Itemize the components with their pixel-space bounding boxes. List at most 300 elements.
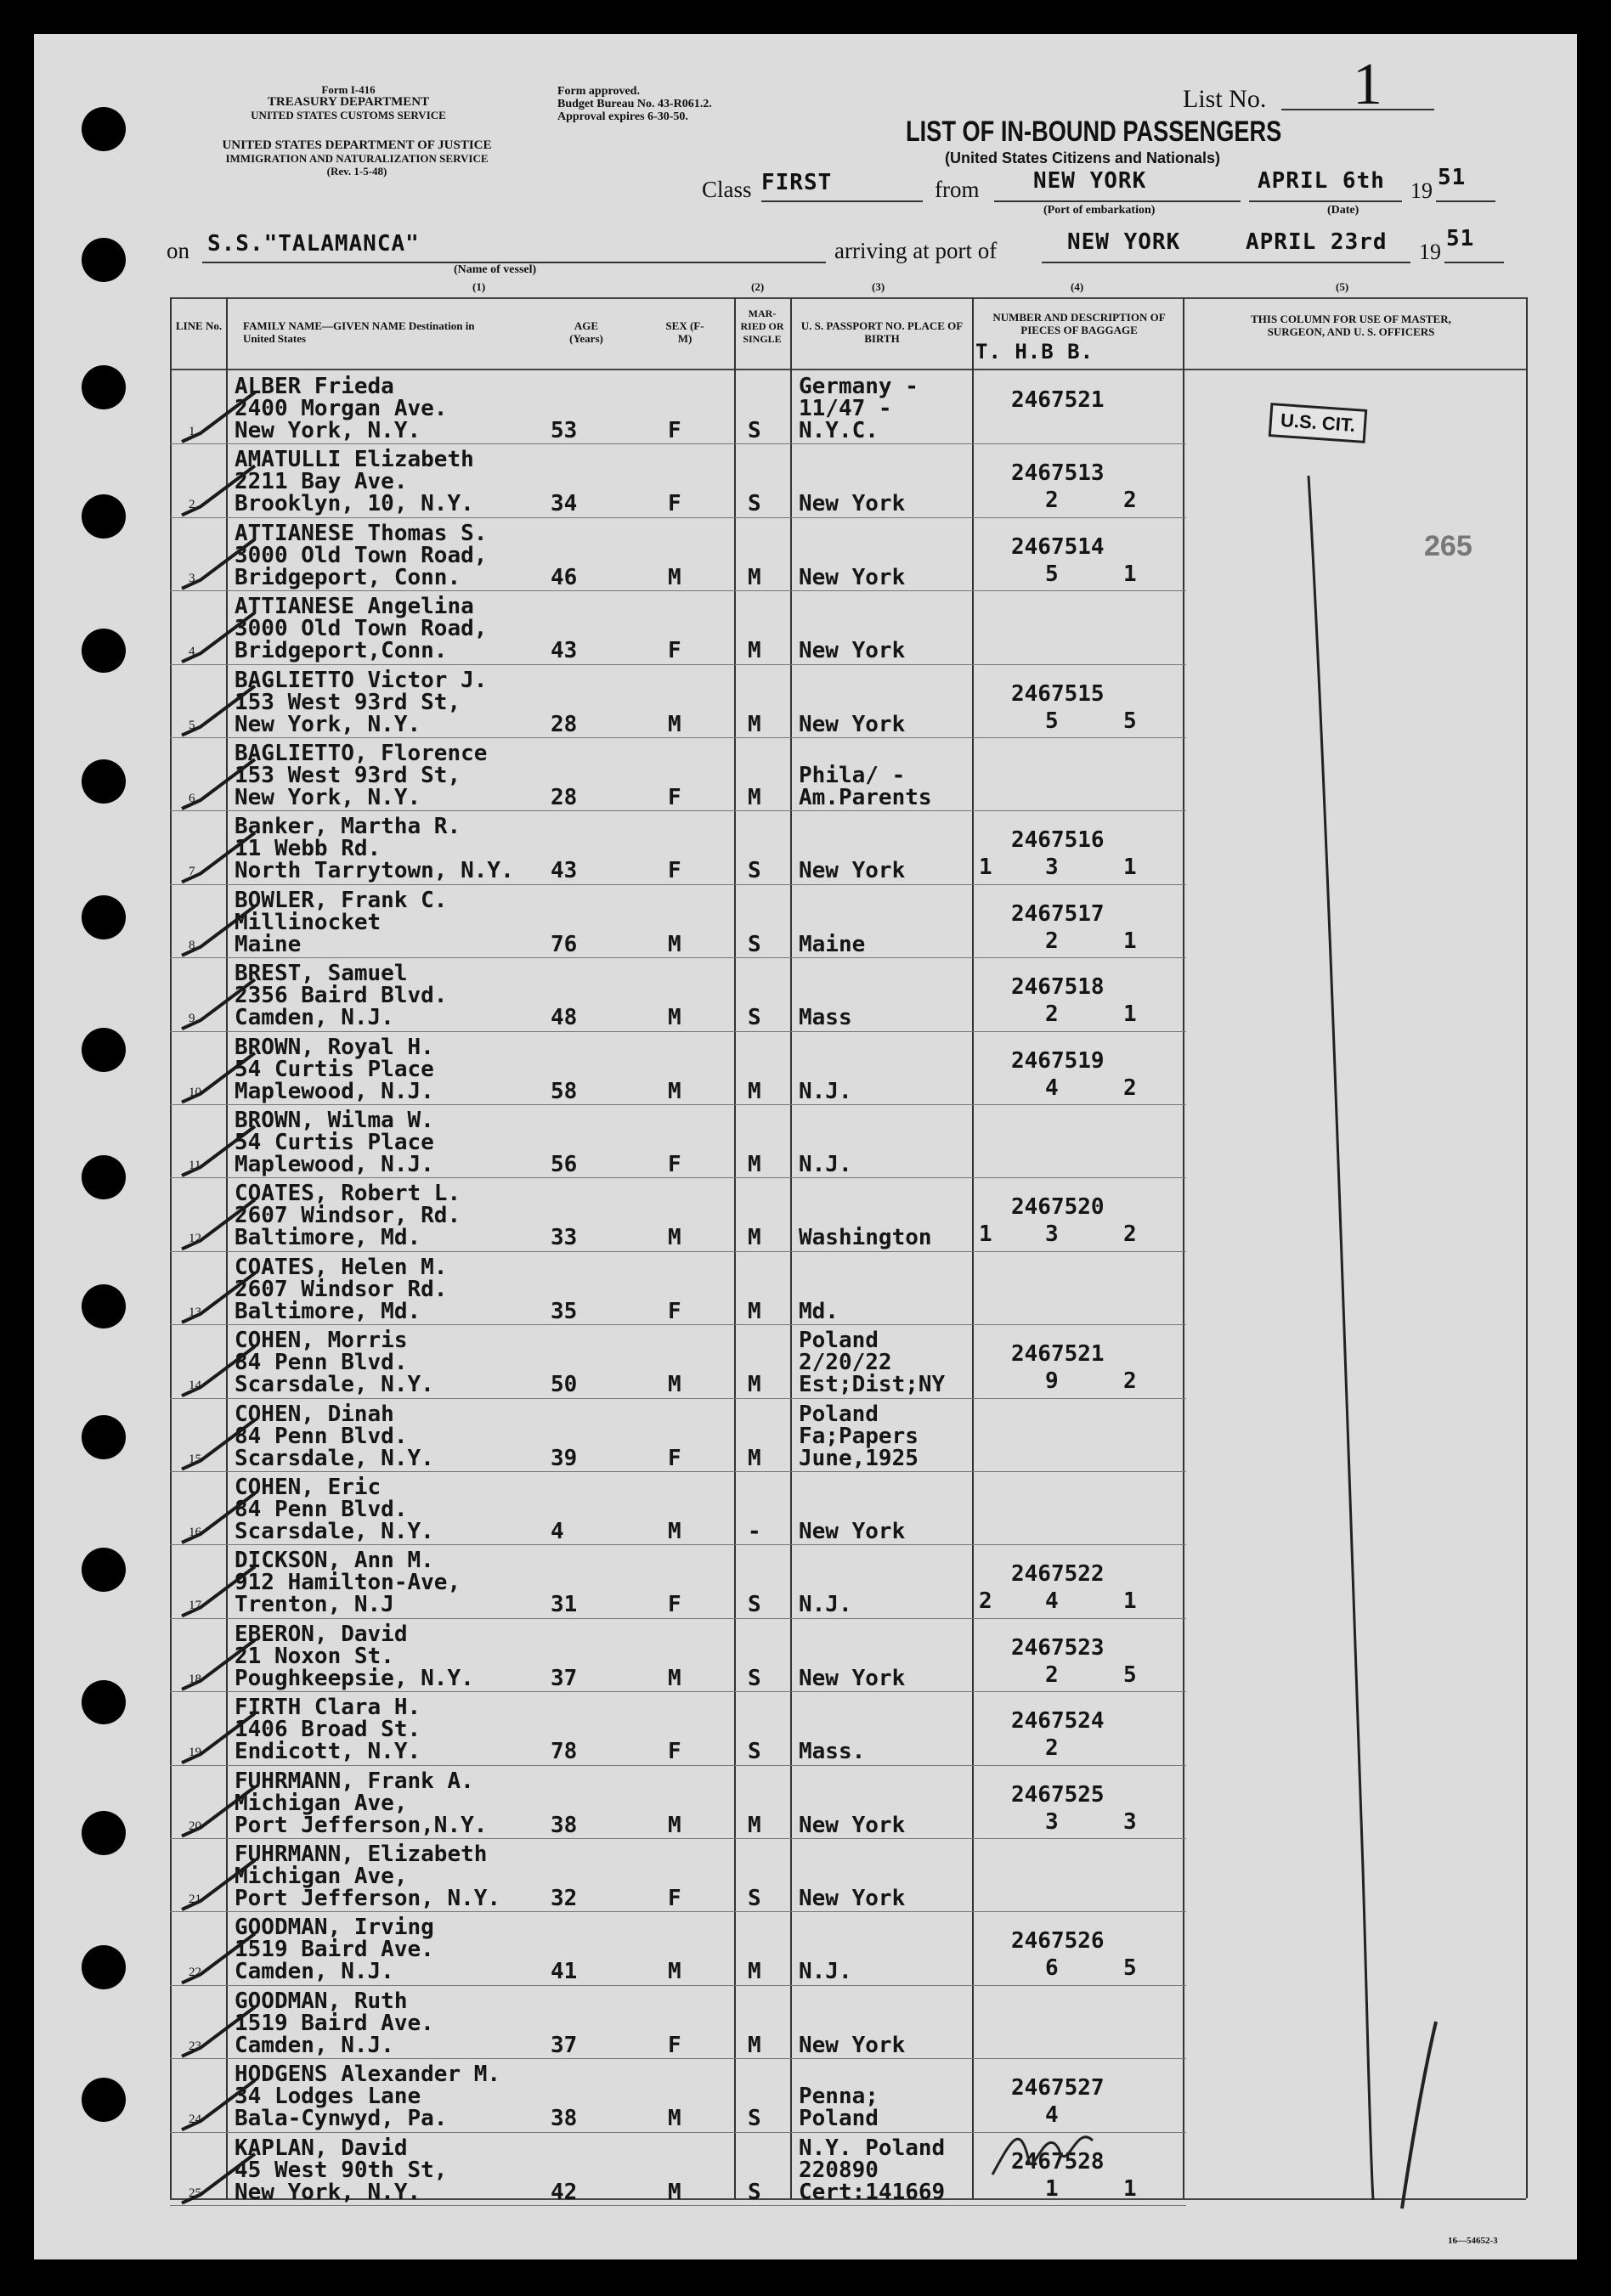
passenger-marital-status: S: [748, 858, 761, 884]
passenger-name: COATES, Robert L.: [235, 1181, 461, 1207]
passenger-marital-status: S: [748, 1665, 761, 1691]
passenger-birth-3: New York: [799, 564, 906, 590]
passenger-age: 50: [551, 1372, 578, 1398]
baggage-number: 2467524: [1011, 1708, 1105, 1735]
officer-margin-line: [1309, 476, 1373, 2200]
passenger-birth-3: New York: [799, 2032, 906, 2058]
passenger-birth-3: Cert:141669: [799, 2179, 946, 2205]
passenger-age: 28: [551, 785, 578, 810]
signature-mark: [992, 2137, 1093, 2175]
baggage-hb: 1: [1045, 2175, 1059, 2202]
passenger-name: FUHRMANN, Elizabeth: [235, 1842, 488, 1867]
from-value: NEW YORK: [1033, 168, 1147, 194]
baggage-hb: 2: [1045, 928, 1059, 954]
column-number-4: (4): [1071, 280, 1084, 293]
baggage-b: 1: [1123, 855, 1137, 881]
passenger-city: Scarsdale, N.Y.: [235, 1445, 434, 1471]
row-line-number: 4: [189, 645, 195, 659]
passenger-city: Scarsdale, N.Y.: [235, 1519, 434, 1544]
passenger-marital-status: M: [748, 564, 761, 590]
row-check-mark: [182, 1787, 255, 1836]
passenger-city: Scarsdale, N.Y.: [235, 1372, 434, 1398]
passenger-city: Maine: [235, 931, 302, 957]
passenger-city: New York, N.Y.: [235, 785, 421, 810]
baggage-number: 2467526: [1011, 1928, 1105, 1955]
passenger-age: 42: [551, 2179, 578, 2205]
passenger-name: GOODMAN, Ruth: [235, 1988, 408, 2014]
passenger-city: Poughkeepsie, N.Y.: [235, 1665, 474, 1691]
row-check-mark: [182, 2080, 255, 2130]
passenger-birth-2: Phila/ -: [799, 763, 906, 788]
page-title: LIST OF IN-BOUND PASSENGERS: [906, 116, 1282, 148]
passenger-marital-status: -: [748, 1519, 761, 1544]
passenger-address: 2211 Bay Ave.: [235, 469, 408, 495]
date-caption: (Date): [1327, 204, 1359, 217]
baggage-number: 2467517: [1011, 900, 1105, 927]
passenger-name: COHEN, Eric: [235, 1475, 382, 1500]
passenger-name: FUHRMANN, Frank A.: [235, 1768, 474, 1794]
baggage-b: 2: [1123, 488, 1137, 514]
passenger-birth-3: Mass: [799, 1005, 852, 1031]
passenger-city: Port Jefferson,N.Y.: [235, 1812, 488, 1838]
passenger-birth-2: 220890: [799, 2157, 879, 2183]
passenger-city: Maplewood, N.J.: [235, 1078, 434, 1104]
row-line-number: 25: [189, 2186, 201, 2200]
passenger-age: 37: [551, 1665, 578, 1691]
passenger-marital-status: M: [748, 2032, 761, 2058]
passenger-birth-3: Am.Parents: [799, 785, 932, 810]
row-check-mark: [182, 612, 255, 662]
passenger-birth-2: 11/47 -: [799, 396, 892, 421]
header-name: FAMILY NAME—GIVEN NAME Destination in United States: [243, 319, 475, 345]
passenger-marital-status: M: [748, 1959, 761, 1985]
baggage-hb: 9: [1045, 1368, 1059, 1395]
passenger-sex: M: [668, 711, 681, 737]
passenger-name: ALBER Frieda: [235, 374, 394, 399]
passenger-sex: M: [668, 564, 681, 590]
vessel-caption: (Name of vessel): [454, 263, 537, 276]
passenger-address: 912 Hamilton-Ave,: [235, 1570, 461, 1596]
passenger-marital-status: M: [748, 785, 761, 810]
passenger-name: EBERON, David: [235, 1621, 408, 1647]
vessel-name: S.S."TALAMANCA": [207, 231, 420, 257]
passenger-birth-3: New York: [799, 1519, 906, 1544]
passenger-sex: M: [668, 1372, 681, 1398]
row-line-number: 23: [189, 2039, 201, 2053]
passenger-marital-status: M: [748, 638, 761, 664]
baggage-b: 2: [1123, 1368, 1137, 1395]
baggage-t: 1: [979, 855, 992, 881]
passenger-age: 34: [551, 491, 578, 517]
passenger-marital-status: M: [748, 1152, 761, 1177]
passenger-age: 78: [551, 1739, 578, 1765]
baggage-b: 1: [1123, 1001, 1137, 1028]
date-value: APRIL 6th: [1258, 168, 1385, 194]
passenger-city: New York, N.Y.: [235, 711, 421, 737]
passenger-birth-3: Poland: [799, 2106, 879, 2132]
passenger-city: Endicott, N.Y.: [235, 1739, 421, 1765]
passenger-age: 4: [551, 1519, 564, 1544]
date-year-prefix: 19: [1410, 178, 1433, 203]
passenger-sex: F: [668, 418, 681, 443]
baggage-hb: 4: [1045, 1588, 1059, 1615]
row-check-mark: [182, 2154, 255, 2203]
passenger-name: Banker, Martha R.: [235, 814, 461, 840]
passenger-city: New York, N.Y.: [235, 418, 421, 443]
row-line-number: 9: [189, 1012, 195, 1026]
passenger-birth-3: Mass.: [799, 1739, 866, 1765]
passenger-age: 58: [551, 1078, 578, 1104]
passenger-birth-3: Md.: [799, 1298, 839, 1324]
passenger-sex: M: [668, 1812, 681, 1838]
passenger-age: 32: [551, 1886, 578, 1911]
baggage-b: 1: [1123, 1588, 1137, 1615]
passenger-address: 2356 Baird Blvd.: [235, 983, 448, 1009]
passenger-birth-3: New York: [799, 638, 906, 664]
arrival-year: 51: [1446, 226, 1475, 251]
passenger-marital-status: M: [748, 1225, 761, 1251]
passenger-age: 39: [551, 1445, 578, 1471]
passenger-city: New York, N.Y.: [235, 2179, 421, 2205]
ins-label: IMMIGRATION AND NATURALIZATION SERVICE: [225, 152, 489, 165]
baggage-b: 1: [1123, 2175, 1137, 2202]
baggage-number: 2467516: [1011, 827, 1105, 854]
row-line-number: 5: [189, 718, 195, 732]
row-check-mark: [182, 1493, 255, 1543]
passenger-address: 2607 Windsor, Rd.: [235, 1203, 461, 1229]
row-check-mark: [182, 392, 255, 442]
row-line-number: 21: [189, 1893, 201, 1906]
passenger-birth-3: New York: [799, 491, 906, 517]
row-check-mark: [182, 465, 255, 515]
passenger-address: Michigan Ave,: [235, 1790, 408, 1816]
column-number-5: (5): [1336, 280, 1349, 293]
passenger-age: 41: [551, 1959, 578, 1985]
baggage-number: 2467523: [1011, 1634, 1105, 1661]
passenger-city: Maplewood, N.J.: [235, 1152, 434, 1177]
us-citizen-stamp: U.S. CIT.: [1269, 403, 1368, 443]
passenger-birth-3: New York: [799, 1665, 906, 1691]
passenger-name: HODGENS Alexander M.: [235, 2062, 501, 2088]
row-line-number: 2: [189, 498, 195, 512]
passenger-address: 84 Penn Blvd.: [235, 1423, 408, 1449]
check-marks: [182, 392, 255, 2203]
passenger-birth-3: N.J.: [799, 1152, 852, 1177]
header-passport: U. S. PASSPORT NO. PLACE OF BIRTH: [800, 319, 964, 345]
passenger-marital-status: S: [748, 418, 761, 443]
row-line-number: 8: [189, 938, 195, 952]
passenger-address: 54 Curtis Place: [235, 1056, 434, 1082]
header-baggage: NUMBER AND DESCRIPTION OF PIECES OF BAGGAGE: [992, 311, 1166, 336]
baggage-hb: 4: [1045, 1075, 1059, 1101]
passenger-sex: M: [668, 2106, 681, 2132]
baggage-b: 2: [1123, 1075, 1137, 1101]
row-check-mark: [182, 1640, 255, 1690]
form-dept: TREASURY DEPARTMENT: [267, 95, 430, 109]
officer-check-mark: [1402, 2022, 1436, 2209]
baggage-number: 2467522: [1011, 1561, 1105, 1588]
baggage-number: 2467521: [1011, 387, 1105, 413]
arrival-date: APRIL 23rd: [1246, 229, 1388, 255]
passenger-address: 153 West 93rd St,: [235, 763, 461, 788]
passenger-birth-3: N.J.: [799, 1078, 852, 1104]
passenger-age: 48: [551, 1005, 578, 1031]
baggage-hb: 2: [1045, 1661, 1059, 1688]
row-line-number: 11: [189, 1159, 201, 1172]
baggage-hb: 5: [1045, 561, 1059, 587]
budget-label: Budget Bureau No. 43-R061.2.: [557, 98, 712, 110]
row-line-number: 15: [189, 1452, 201, 1466]
passenger-city: Bridgeport, Conn.: [235, 564, 461, 590]
passenger-city: North Tarrytown, N.Y.: [235, 858, 514, 884]
passenger-name: FIRTH Clara H.: [235, 1695, 421, 1721]
passenger-sex: F: [668, 1445, 681, 1471]
passenger-birth-3: June,1925: [799, 1445, 919, 1471]
passenger-name: COHEN, Dinah: [235, 1401, 394, 1427]
passenger-name: BREST, Samuel: [235, 961, 408, 987]
row-line-number: 19: [189, 1746, 201, 1760]
annotation-265: 265: [1424, 530, 1473, 562]
row-check-mark: [182, 1273, 255, 1323]
baggage-hb: 3: [1045, 1221, 1059, 1248]
list-no-label: List No.: [1183, 85, 1267, 113]
passenger-address: 2607 Windsor Rd.: [235, 1276, 448, 1302]
passenger-sex: F: [668, 638, 681, 664]
passenger-birth-1: Poland: [799, 1401, 879, 1427]
baggage-b: 2: [1123, 1221, 1137, 1248]
passenger-marital-status: M: [748, 711, 761, 737]
row-line-number: 20: [189, 1819, 201, 1833]
row-check-mark: [182, 906, 255, 956]
baggage-hb: 5: [1045, 708, 1059, 734]
passenger-city: Camden, N.J.: [235, 2032, 394, 2058]
passenger-birth-3: Est;Dist;NY: [799, 1372, 946, 1398]
baggage-hb: 2: [1045, 1735, 1059, 1762]
row-check-mark: [182, 1933, 255, 1983]
baggage-number: 2467513: [1011, 460, 1105, 487]
passenger-name: BAGLIETTO Victor J.: [235, 667, 488, 693]
passenger-age: 38: [551, 1812, 578, 1838]
baggage-b: 5: [1123, 708, 1137, 734]
passenger-sex: M: [668, 1519, 681, 1544]
passenger-sex: F: [668, 2032, 681, 2058]
footer-code: 16—54652-3: [1448, 2236, 1498, 2246]
on-label: on: [167, 238, 189, 263]
baggage-hb: 4: [1045, 2102, 1059, 2129]
row-line-number: 18: [189, 1672, 201, 1686]
justice-label: UNITED STATES DEPARTMENT OF JUSTICE: [222, 138, 492, 152]
row-check-mark: [182, 832, 255, 882]
passenger-city: Trenton, N.J: [235, 1592, 394, 1618]
row-check-mark: [182, 1126, 255, 1176]
passenger-marital-status: S: [748, 491, 761, 517]
passenger-address: 153 West 93rd St,: [235, 689, 461, 715]
baggage-t: 2: [979, 1588, 992, 1615]
list-no-value: 1: [1353, 52, 1382, 117]
passenger-birth-3: N.Y.C.: [799, 418, 879, 443]
passenger-age: 76: [551, 931, 578, 957]
passenger-name: KAPLAN, David: [235, 2135, 408, 2161]
passenger-city: Baltimore, Md.: [235, 1225, 421, 1251]
form-id: Form I-416: [321, 83, 376, 96]
arriving-label: arriving at port of: [834, 238, 998, 263]
passenger-address: 11 Webb Rd.: [235, 836, 382, 862]
column-number-1: (1): [472, 280, 486, 293]
passenger-name: AMATULLI Elizabeth: [235, 447, 474, 473]
row-line-number: 7: [189, 865, 195, 879]
passenger-city: Bala-Cynwyd, Pa.: [235, 2106, 448, 2132]
passenger-age: 31: [551, 1592, 578, 1618]
passenger-address: 1519 Baird Ave.: [235, 2010, 434, 2036]
header-officers: THIS COLUMN FOR USE OF MASTER, SURGEON, AND U. S. OFFICERS: [1251, 313, 1451, 338]
rev-label: (Rev. 1-5-48): [326, 165, 387, 178]
passenger-name: BROWN, Royal H.: [235, 1034, 434, 1060]
row-line-number: 6: [189, 792, 195, 805]
passenger-address: Michigan Ave,: [235, 1864, 408, 1889]
passenger-marital-status: S: [748, 1739, 761, 1765]
passenger-sex: M: [668, 1225, 681, 1251]
passenger-birth-3: New York: [799, 858, 906, 884]
passenger-name: BAGLIETTO, Florence: [235, 741, 488, 766]
passenger-name: DICKSON, Ann M.: [235, 1548, 434, 1574]
passenger-city: Brooklyn, 10, N.Y.: [235, 491, 474, 517]
passenger-age: 43: [551, 858, 578, 884]
passenger-sex: M: [668, 931, 681, 957]
passenger-birth-3: Washington: [799, 1225, 932, 1251]
row-check-mark: [182, 1860, 255, 1910]
passenger-age: 38: [551, 2106, 578, 2132]
from-caption: (Port of embarkation): [1043, 204, 1156, 217]
baggage-number: 2467521: [1011, 1341, 1105, 1368]
passenger-city: Baltimore, Md.: [235, 1298, 421, 1324]
passenger-sex: F: [668, 1152, 681, 1177]
passenger-address: 3000 Old Town Road,: [235, 616, 488, 642]
passenger-birth-3: New York: [799, 1886, 906, 1911]
passenger-birth-1: Poland: [799, 1328, 879, 1354]
row-line-number: 3: [189, 571, 195, 585]
passenger-city: Bridgeport,Conn.: [235, 638, 448, 664]
row-line-number: 16: [189, 1526, 201, 1539]
passenger-marital-status: S: [748, 2106, 761, 2132]
passenger-name: ATTIANESE Angelina: [235, 594, 474, 620]
passenger-address: 34 Lodges Lane: [235, 2084, 421, 2110]
passenger-age: 37: [551, 2032, 578, 2058]
row-check-mark: [182, 1199, 255, 1249]
passenger-address: 2400 Morgan Ave.: [235, 396, 448, 421]
row-check-mark: [182, 539, 255, 589]
row-check-mark: [182, 759, 255, 809]
passenger-birth-3: N.J.: [799, 1592, 852, 1618]
passenger-name: BROWN, Wilma W.: [235, 1108, 434, 1133]
passenger-marital-status: M: [748, 1812, 761, 1838]
baggage-number: 2467518: [1011, 974, 1105, 1001]
baggage-number: 2467528: [1011, 2148, 1105, 2175]
passenger-city: Camden, N.J.: [235, 1005, 394, 1031]
approved-label: Form approved.: [557, 85, 640, 98]
baggage-b: 1: [1123, 928, 1137, 954]
passenger-sex: F: [668, 858, 681, 884]
passenger-marital-status: M: [748, 1372, 761, 1398]
passenger-address: 3000 Old Town Road,: [235, 542, 488, 568]
baggage-hb: 3: [1045, 855, 1059, 881]
passenger-birth-3: New York: [799, 711, 906, 737]
passenger-age: 33: [551, 1225, 578, 1251]
row-line-number: 14: [189, 1379, 201, 1393]
passenger-birth-1: Germany -: [799, 374, 919, 399]
row-line-number: 17: [189, 1599, 201, 1613]
row-check-mark: [182, 1566, 255, 1616]
baggage-b: 3: [1123, 1808, 1137, 1835]
baggage-number: 2467525: [1011, 1781, 1105, 1808]
header-age: AGE (Years): [569, 319, 603, 345]
header-married: MAR-RIED OR SINGLE: [740, 307, 784, 345]
passenger-sex: M: [668, 1078, 681, 1104]
row-check-mark: [182, 1420, 255, 1470]
passenger-name: COATES, Helen M.: [235, 1254, 448, 1280]
passenger-birth-3: Maine: [799, 931, 866, 957]
column-number-3: (3): [872, 280, 885, 293]
passenger-marital-status: S: [748, 1886, 761, 1911]
passenger-sex: F: [668, 1298, 681, 1324]
passenger-marital-status: M: [748, 1445, 761, 1471]
row-line-number: 10: [189, 1085, 201, 1099]
passenger-address: Millinocket: [235, 909, 382, 935]
baggage-number: 2467519: [1011, 1047, 1105, 1074]
baggage-number: 2467520: [1011, 1194, 1105, 1221]
passenger-sex: F: [668, 785, 681, 810]
row-check-mark: [182, 686, 255, 736]
passenger-birth-2: Fa;Papers: [799, 1423, 919, 1449]
passenger-birth-1: N.Y. Poland: [799, 2135, 946, 2161]
passenger-address: 1406 Broad St.: [235, 1717, 421, 1743]
row-line-number: 22: [189, 1966, 201, 1980]
row-check-mark: [182, 1053, 255, 1103]
baggage-number: 2467527: [1011, 2075, 1105, 2101]
passenger-age: 28: [551, 711, 578, 737]
passenger-address: 45 West 90th St,: [235, 2157, 448, 2183]
passenger-city: Camden, N.J.: [235, 1959, 394, 1985]
passenger-sex: F: [668, 1886, 681, 1911]
class-label: Class: [702, 177, 752, 202]
baggage-t: 1: [979, 1221, 992, 1248]
from-label: from: [935, 177, 980, 202]
passenger-name: ATTIANESE Thomas S.: [235, 520, 488, 546]
passenger-marital-status: M: [748, 1298, 761, 1324]
passenger-sex: M: [668, 1005, 681, 1031]
row-check-mark: [182, 1713, 255, 1763]
passenger-sex: F: [668, 1739, 681, 1765]
passenger-sex: M: [668, 1959, 681, 1985]
baggage-b: 1: [1123, 561, 1137, 587]
baggage-b: 5: [1123, 1955, 1137, 1982]
header-line-no: LINE No.: [175, 319, 223, 332]
row-check-mark: [182, 979, 255, 1029]
passenger-city: Port Jefferson, N.Y.: [235, 1886, 501, 1911]
passenger-sex: M: [668, 2179, 681, 2205]
column-number-2: (2): [751, 280, 765, 293]
header-baggage-letters: T. H.B B.: [975, 340, 1094, 364]
passenger-address: 84 Penn Blvd.: [235, 1350, 408, 1376]
passenger-marital-status: S: [748, 1592, 761, 1618]
arrival-year-prefix: 19: [1419, 240, 1441, 264]
passenger-address: 1519 Baird Ave.: [235, 1937, 434, 1963]
passenger-marital-status: S: [748, 931, 761, 957]
baggage-number: 2467514: [1011, 533, 1105, 560]
baggage-hb: 2: [1045, 488, 1059, 514]
class-value: FIRST: [761, 170, 833, 195]
passenger-age: 35: [551, 1298, 578, 1324]
passenger-marital-status: M: [748, 1078, 761, 1104]
